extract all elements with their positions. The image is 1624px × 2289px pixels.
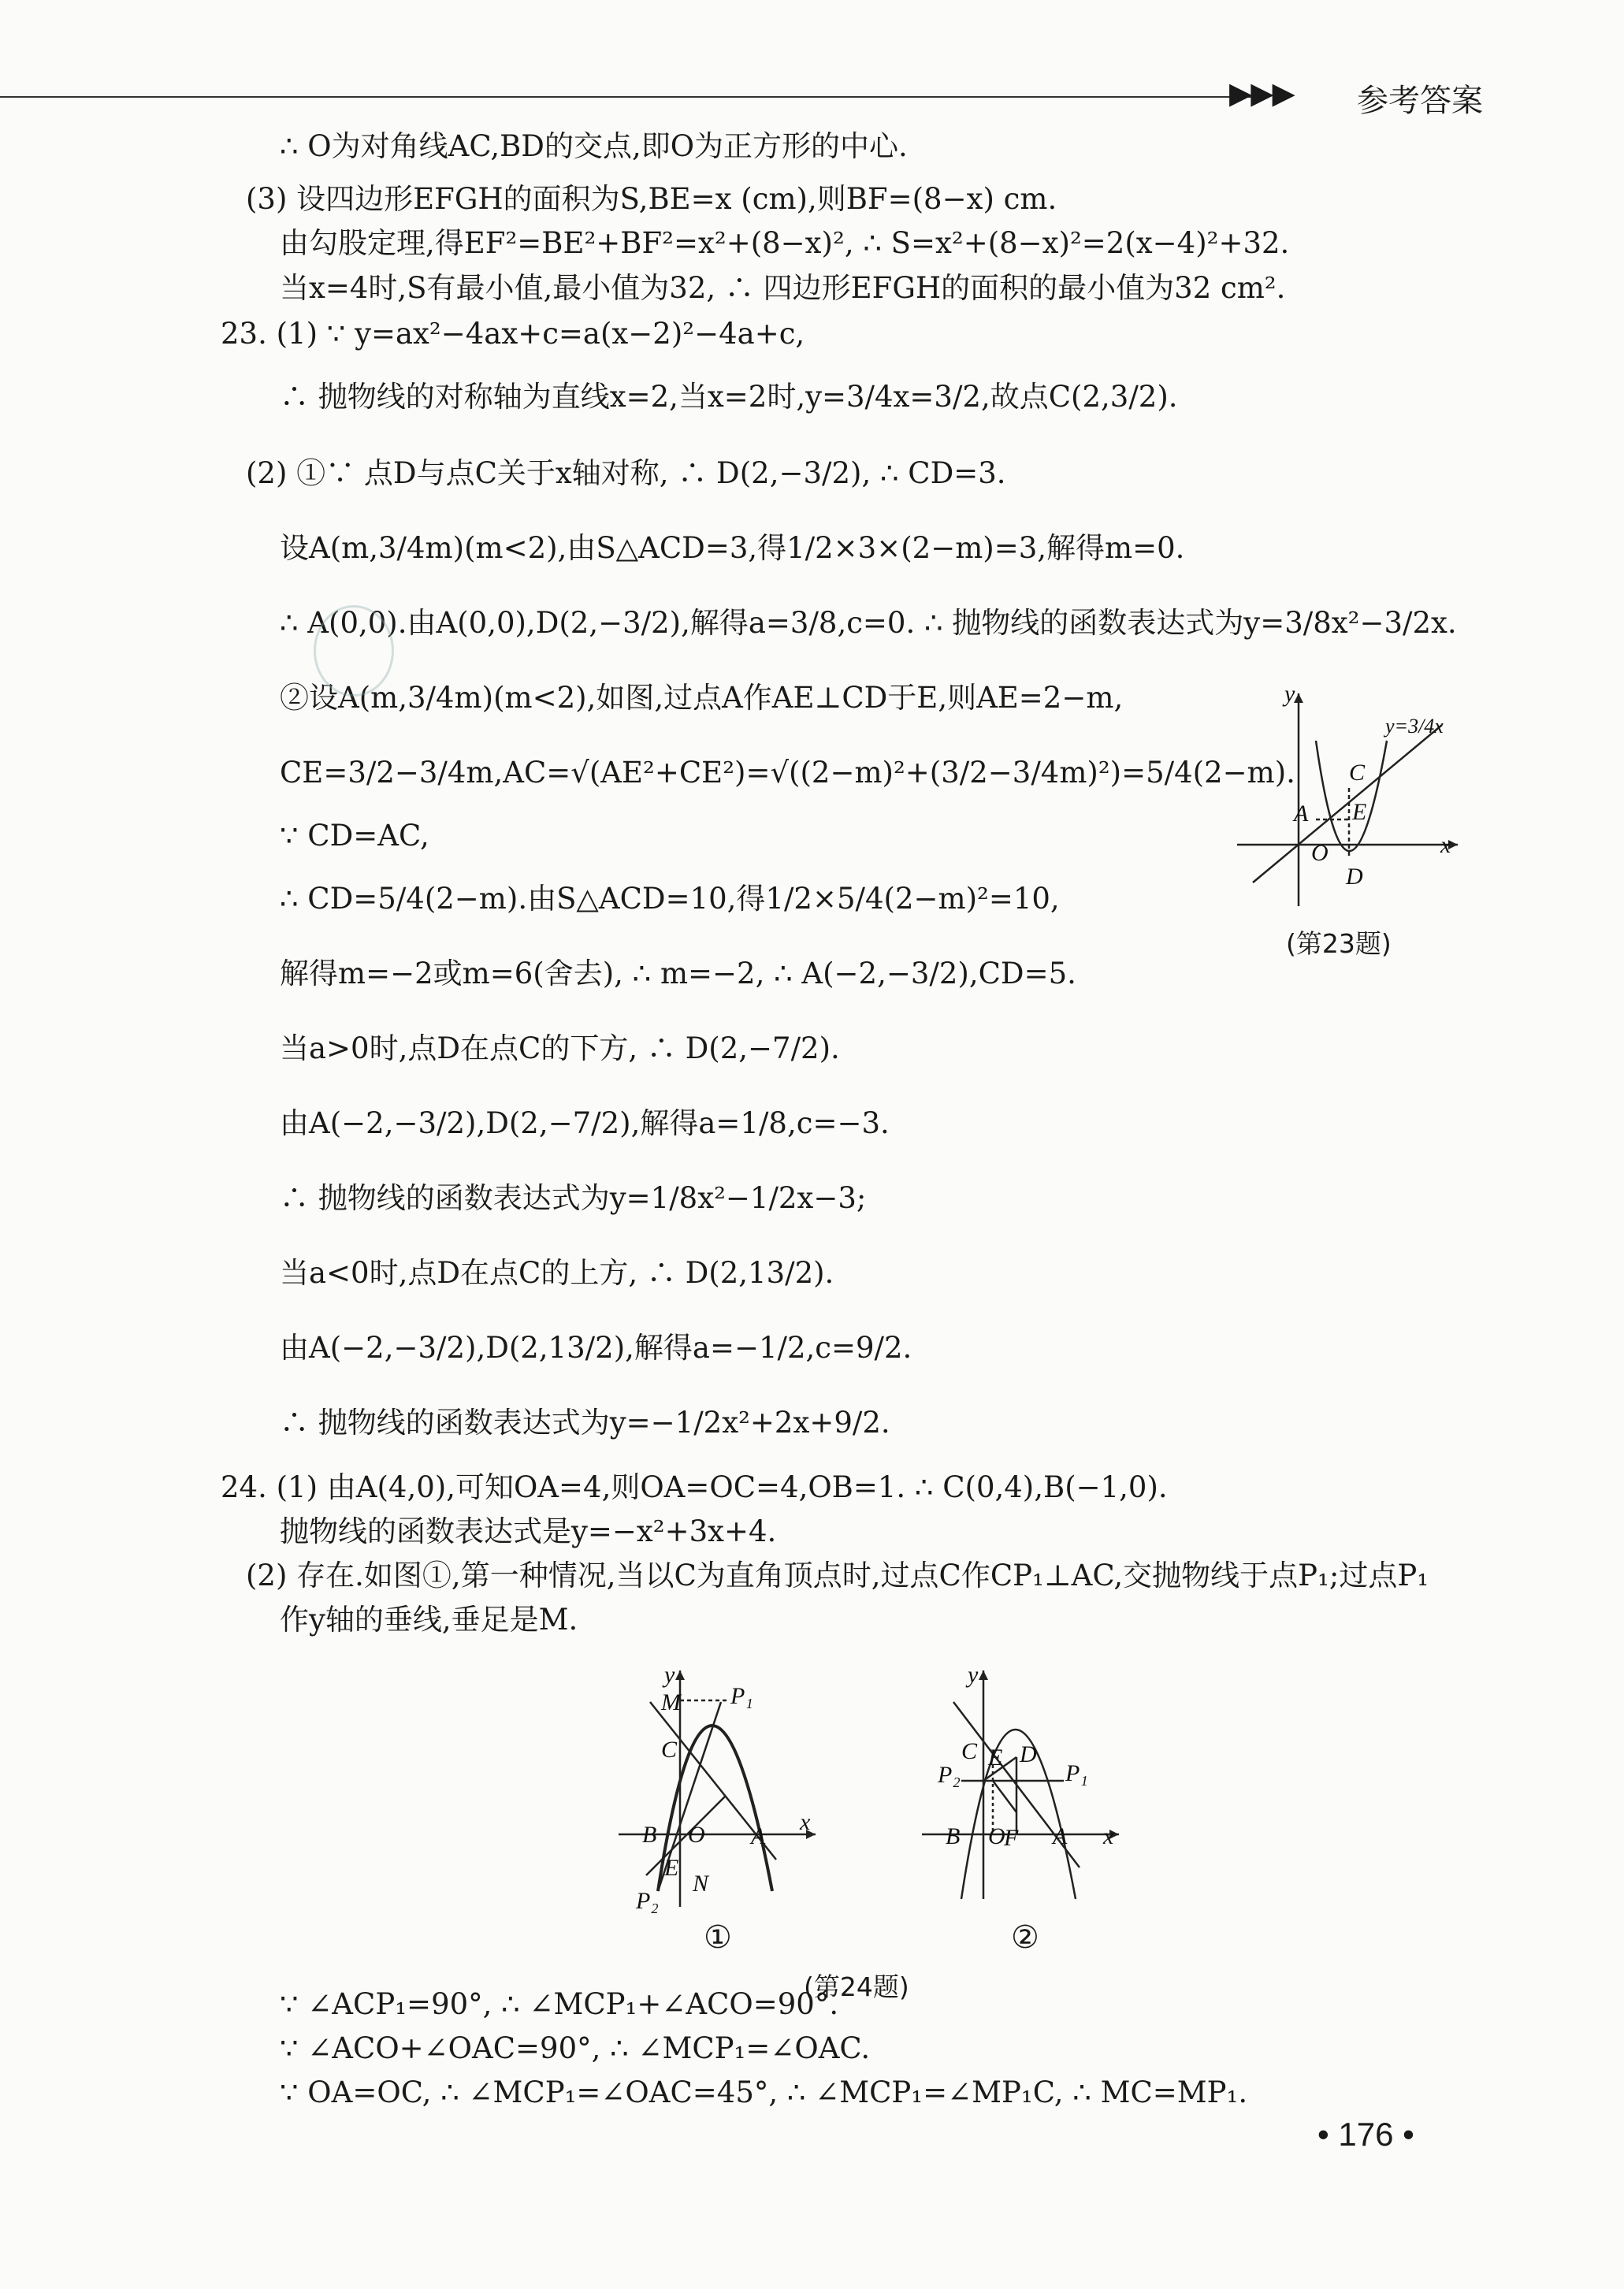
fig24-1-label-y: y — [664, 1662, 675, 1688]
text-line: CE=3/2−3/4m,AC=√(AE²+CE²)=√((2−m)²+(3/2−3/4m)²)=5/4(2−m). — [280, 756, 1295, 790]
fig24-1-mark: ① — [704, 1919, 732, 1956]
header-title: 参考答案 — [1357, 83, 1483, 119]
fig23-label-E: E — [1352, 799, 1367, 825]
figure-24-2 — [914, 1655, 1127, 1907]
fig24-1-label-N: N — [693, 1871, 709, 1897]
fig23-label-O: O — [1311, 840, 1329, 866]
text-line: ∵ ∠ACP₁=90°, ∴ ∠MCP₁+∠ACO=90°. — [280, 1987, 839, 2021]
text-line: 作y轴的垂线,垂足是M. — [280, 1603, 578, 1637]
text-line: ∴ O为对角线AC,BD的交点,即O为正方形的中心. — [280, 129, 908, 163]
fig24-1-label-P1: P₁ — [730, 1683, 753, 1709]
text-line: 由A(−2,−3/2),D(2,13/2),解得a=−1/2,c=9/2. — [280, 1331, 912, 1365]
fig24-2-label-P1: P₁ — [1065, 1760, 1088, 1786]
fig23-label-A: A — [1294, 801, 1309, 827]
text-line: ∴ A(0,0).由A(0,0),D(2,−3/2),解得a=3/8,c=0. ∴ 抛物线的函数表达式为y=3/8x²−3/2x. — [280, 606, 1457, 640]
fig24-2-mark: ② — [1011, 1919, 1039, 1956]
text-line: ∴ CD=5/4(2−m).由S△ACD=10,得1/2×5/4(2−m)²=10, — [280, 882, 1060, 916]
fig24-2-label-O: O — [988, 1823, 1005, 1849]
text-line: ∴ 抛物线的函数表达式为y=1/8x²−1/2x−3; — [280, 1181, 867, 1215]
figure-24-1 — [611, 1655, 823, 1915]
text-line: 当a<0时,点D在点C的上方, ∴ D(2,13/2). — [280, 1256, 834, 1290]
text-line: ∴ 抛物线的对称轴为直线x=2,当x=2时,y=3/4x=3/2,故点C(2,3/2). — [280, 380, 1178, 414]
text-line: 由勾股定理,得EF²=BE²+BF²=x²+(8−x)², ∴ S=x²+(8−x)²=2(x−4)²+32. — [280, 226, 1290, 260]
text-line: (2) 存在.如图①,第一种情况,当以C为直角顶点时,过点C作CP₁⊥AC,交抛物线于点P₁;过点P₁ — [246, 1559, 1429, 1592]
fig24-2-label-x: x — [1103, 1823, 1114, 1849]
fig24-2-label-F: F — [1004, 1825, 1019, 1851]
text-line: 23. (1) ∵ y=ax²−4ax+c=a(x−2)²−4a+c, — [221, 317, 805, 351]
header-rule — [0, 96, 1257, 98]
text-line: ②设A(m,3/4m)(m<2),如图,过点A作AE⊥CD于E,则AE=2−m, — [280, 681, 1124, 715]
fig24-1-label-x: x — [800, 1809, 811, 1835]
fig24-1-label-C: C — [661, 1737, 678, 1763]
text-line: ∵ ∠ACO+∠OAC=90°, ∴ ∠MCP₁=∠OAC. — [280, 2031, 871, 2065]
text-line: 由A(−2,−3/2),D(2,−7/2),解得a=1/8,c=−3. — [280, 1106, 890, 1140]
text-line: (3) 设四边形EFGH的面积为S,BE=x (cm),则BF=(8−x) cm. — [246, 182, 1057, 216]
fig24-2-label-P2: P₂ — [938, 1762, 961, 1788]
text-line: 设A(m,3/4m)(m<2),由S△ACD=3,得1/2×3×(2−m)=3,解得m=0. — [280, 531, 1185, 565]
text-line: 解得m=−2或m=6(舍去), ∴ m=−2, ∴ A(−2,−3/2),CD=5. — [280, 957, 1076, 990]
page-number: • 176 • — [1317, 2116, 1414, 2153]
fig24-1-label-B: B — [642, 1822, 657, 1848]
text-line: ∵ OA=OC, ∴ ∠MCP₁=∠OAC=45°, ∴ ∠MCP₁=∠MP₁C, ∴ MC=MP₁. — [280, 2075, 1248, 2109]
fig23-label-C: C — [1349, 760, 1366, 786]
stamp-mark — [314, 605, 394, 697]
fig24-1-label-O: O — [688, 1822, 705, 1848]
header-arrows: ▶▶▶ — [1229, 76, 1294, 110]
text-line: ∴ 抛物线的函数表达式为y=−1/2x²+2x+9/2. — [280, 1406, 890, 1440]
figure-23 — [1229, 678, 1466, 914]
fig24-2-label-B: B — [946, 1823, 961, 1849]
fig24-2-label-E: E — [988, 1745, 1003, 1771]
fig24-1-label-E: E — [664, 1855, 679, 1881]
text-line: (2) ①∵ 点D与点C关于x轴对称, ∴ D(2,−3/2), ∴ CD=3. — [246, 456, 1006, 490]
fig24-1-label-M: M — [661, 1689, 681, 1715]
fig23-label-y: y — [1284, 681, 1295, 707]
fig23-label-x: x — [1440, 832, 1451, 858]
text-line: 抛物线的函数表达式是y=−x²+3x+4. — [280, 1514, 777, 1548]
fig24-1-label-A: A — [751, 1823, 766, 1849]
fig24-2-label-D: D — [1020, 1741, 1037, 1767]
fig23-label-line: y=3/4x — [1385, 715, 1444, 738]
fig24-1-label-P2: P₂ — [636, 1888, 659, 1914]
fig24-2-label-A: A — [1053, 1823, 1068, 1849]
fig23-label-D: D — [1346, 864, 1363, 890]
fig24-caption: (第24题) — [804, 1971, 909, 2002]
fig23-caption: (第23题) — [1286, 928, 1392, 959]
fig24-2-label-y: y — [968, 1662, 979, 1688]
text-line: 当x=4时,S有最小值,最小值为32, ∴ 四边形EFGH的面积的最小值为32 cm². — [280, 271, 1286, 305]
text-line: ∵ CD=AC, — [280, 819, 429, 853]
text-line: 24. (1) 由A(4,0),可知OA=4,则OA=OC=4,OB=1. ∴ C(0,4),B(−1,0). — [221, 1470, 1168, 1504]
fig24-2-label-C: C — [961, 1738, 978, 1764]
text-line: 当a>0时,点D在点C的下方, ∴ D(2,−7/2). — [280, 1031, 840, 1065]
